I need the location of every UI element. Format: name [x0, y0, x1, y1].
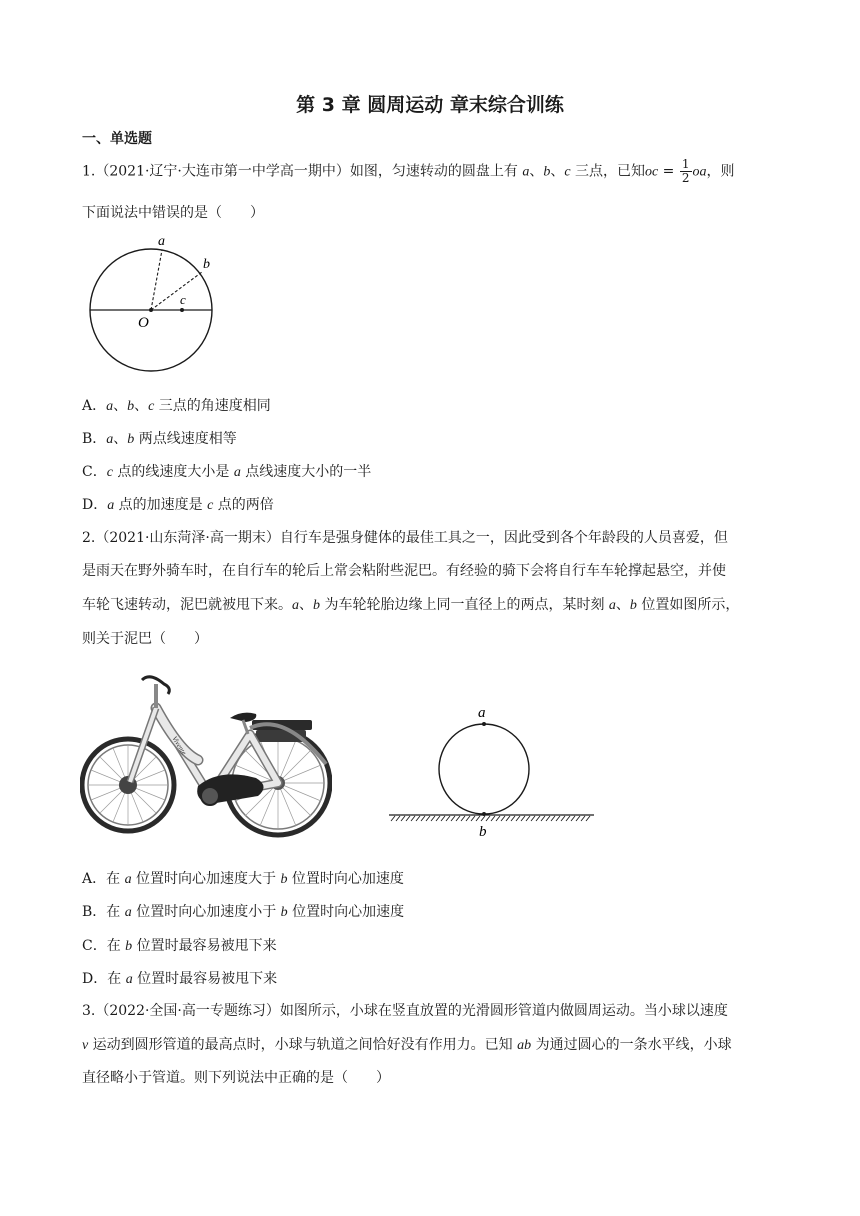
q1-stem-line2: 下面说法中错误的是（ ） [82, 205, 264, 221]
label-c: c [180, 292, 186, 307]
point-a [482, 722, 486, 726]
q1-option-c: C．c 点的线速度大小是 a 点线速度大小的一半 [82, 464, 372, 480]
label-b: b [479, 824, 487, 840]
wheel-circle [439, 724, 529, 814]
q2-option-c: C．在 b 位置时最容易被甩下来 [82, 938, 277, 954]
q2-option-b: B．在 a 位置时向心加速度小于 b 位置时向心加速度 [82, 904, 405, 920]
q2-stem-line4: 则关于泥巴（ ） [82, 631, 208, 647]
label-b: b [203, 257, 210, 272]
section-heading: 一、单选题 [82, 131, 152, 147]
q1-option-a: A．a、b、c 三点的角速度相同 [82, 398, 271, 414]
formula-rhs: oa [692, 164, 707, 180]
bicycle-photo [80, 668, 332, 840]
fraction: $\frac{1}{2}$ [681, 157, 690, 185]
formula-lhs: oc [645, 164, 659, 180]
label-a: a [158, 234, 165, 249]
q2-stem-line3: 车轮飞速转动，泥巴就被甩下来。a、b 为车轮轮胎边缘上同一直径上的两点，某时刻 a、b 位置如图所示， [82, 597, 740, 613]
q2-option-d: D．在 a 位置时最容易被甩下来 [82, 971, 278, 987]
label-a: a [478, 705, 486, 721]
radius-ob [151, 272, 202, 310]
point-o [149, 308, 153, 312]
ground-hatching [391, 816, 590, 821]
q1-option-b: B．a、b 两点线速度相等 [82, 431, 237, 447]
point-c [180, 308, 184, 312]
q1-stem-line1: 1.（2021·辽宁·大连市第一中学高一期中）如图，匀速转动的圆盘上有 a、b、c 三点，已知oc = $\frac{1}{2}$ oa，则 [82, 157, 735, 185]
q1-option-d: D．a 点的加速度是 c 点的两倍 [82, 497, 274, 513]
bike-logo: Vivente [170, 734, 188, 757]
q1-disk-figure [86, 228, 236, 373]
q3-stem-line3: 直径略小于管道。则下列说法中正确的是（ ） [82, 1070, 390, 1086]
label-o: O [138, 315, 149, 331]
q3-stem-line1: 3.（2022·全国·高一专题练习）如图所示，小球在竖直放置的光滑圆形管道内做圆周运动。当小球以速度 [82, 1003, 728, 1019]
q2-stem-line2: 是雨天在野外骑车时，在自行车的轮后上常会粘附些泥巴。有经验的骑下会将自行车车轮撑起悬空，并使 [82, 563, 726, 579]
crank [201, 787, 219, 805]
q2-wheel-figure [384, 700, 599, 840]
q2-option-a: A．在 a 位置时向心加速度大于 b 位置时向心加速度 [82, 871, 404, 887]
q3-stem-line2: v 运动到圆形管道的最高点时，小球与轨道之间恰好没有作用力。已知 ab 为通过圆心的一条水平线，小球 [82, 1037, 732, 1053]
page-title: 第 3 章 圆周运动 章末综合训练 [296, 94, 564, 116]
radius-oa [151, 250, 162, 310]
q2-stem-line1: 2.（2021·山东菏泽·高一期末）自行车是强身健体的最佳工具之一，因此受到各个年龄段的人员喜爱，但 [82, 530, 728, 546]
front-wheel [82, 739, 174, 831]
